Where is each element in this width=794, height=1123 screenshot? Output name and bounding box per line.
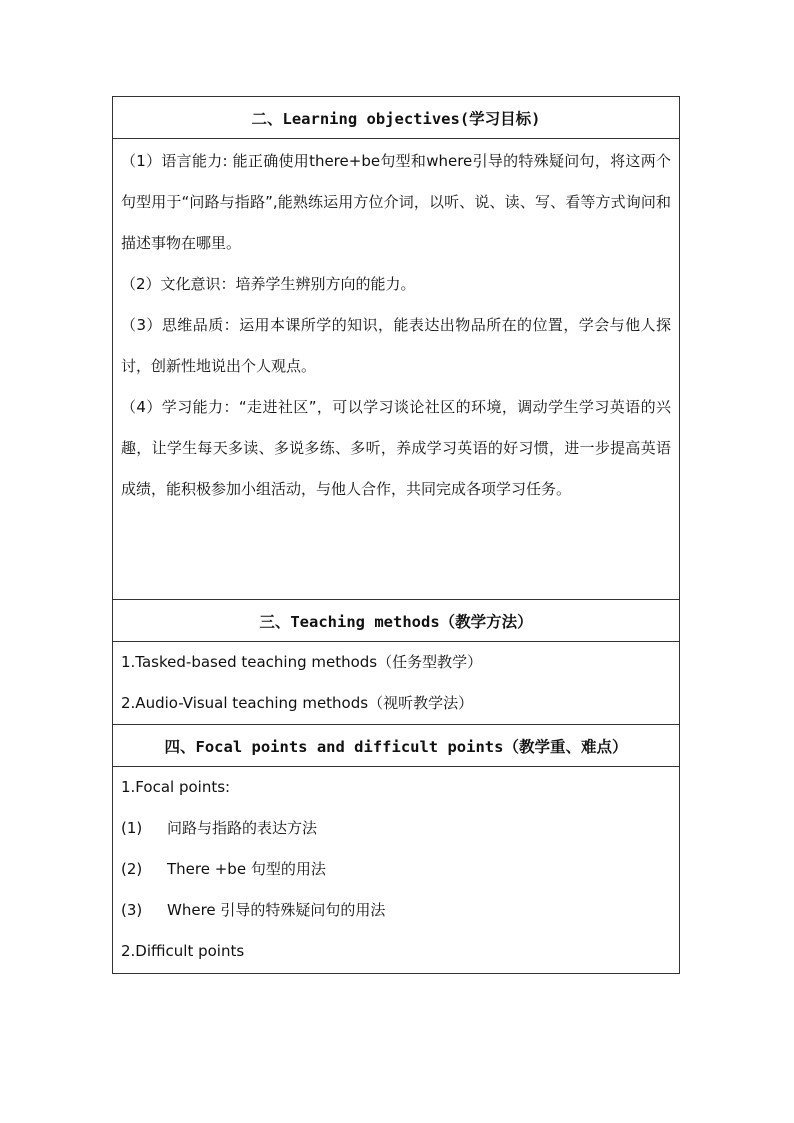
focal-point-item-1 [121,808,671,849]
focal-point-item-3 [121,890,671,931]
focal-title: 四、Focal points and difficult points（教学重、难点） [113,725,680,767]
objectives-header-row [113,97,680,139]
methods-title: 三、Teaching methods（教学方法） [113,600,680,642]
focal-point-item-2 [121,849,671,890]
focal-point-text: 问路与指路的表达方法 [167,819,318,837]
focal-content [113,767,680,974]
focal-point-text: Where 引导的特殊疑问句的用法 [167,901,386,919]
focal-points-heading: 1.Focal points: [121,778,231,796]
method-item-1: 1.Tasked-based teaching methods（任务型教学） [121,653,483,671]
focal-body-row [113,767,680,974]
methods-content [113,642,680,725]
methods-header-row [113,600,680,642]
objective-item-4: （4）学习能力：“走进社区”，可以学习谈论社区的环境，调动学生学习英语的兴趣，让学生每天多读、多说多练、多听，养成学习英语的好习惯，进一步提高英语成绩，能积极参加小组活动，与他人合作，共同完成各项学习任务。 [121,398,671,498]
objective-item-1: （1）语言能力: 能正确使用there+be句型和where引导的特殊疑问句，将这两个句型用于“问路与指路”,能熟练运用方位介词，以听、说、读、写、看等方式询问和描述事物在哪里。 [121,152,671,252]
objective-item-3: （3）思维品质：运用本课所学的知识，能表达出物品所在的位置，学会与他人探讨，创新性地说出个人观点。 [121,316,671,375]
difficult-points-heading: 2.Difficult points [121,942,245,960]
method-item-2: 2.Audio-Visual teaching methods（视听教学法） [121,694,474,712]
objectives-body-row [113,139,680,600]
objectives-title: 二、Learning objectives(学习目标) [113,97,680,139]
focal-header-row [113,725,680,767]
focal-point-number: (2) [121,860,143,878]
focal-point-text: There +be 句型的用法 [167,860,326,878]
lesson-plan-table [112,96,680,974]
focal-point-number: (3) [121,901,143,919]
methods-body-row [113,642,680,725]
objective-item-2: （2）文化意识：培养学生辨别方向的能力。 [121,275,416,293]
objectives-content [113,139,680,600]
lesson-plan-page [112,96,680,974]
focal-point-number: (1) [121,819,143,837]
